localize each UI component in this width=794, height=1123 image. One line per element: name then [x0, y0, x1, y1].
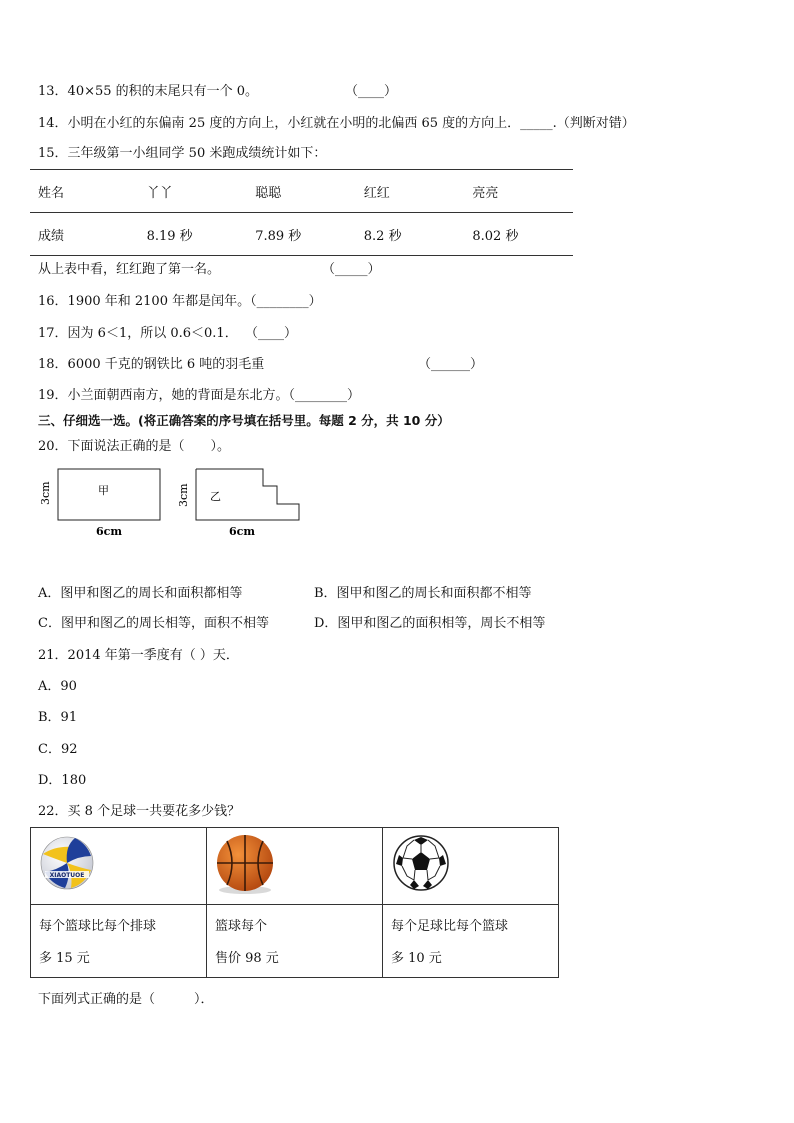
- table-header-cell: 亮亮: [464, 170, 573, 213]
- q20-option-b[interactable]: B．图甲和图乙的周长和面积都不相等: [314, 586, 532, 601]
- ball-price-table: [30, 827, 559, 978]
- cell-line: 每个足球比每个篮球: [391, 919, 509, 934]
- q21-option-b[interactable]: B．91: [38, 710, 78, 725]
- table-cell: 7.89 秒: [247, 213, 356, 256]
- shape-a-height-label: 3cm: [39, 481, 52, 505]
- q15-answer-blank[interactable]: （_____）: [322, 262, 381, 277]
- table-cell: 8.02 秒: [464, 213, 573, 256]
- soccer-ball-icon: [383, 828, 550, 900]
- q20-figures: [30, 462, 320, 542]
- table-cell: [207, 905, 383, 978]
- q19-text: 19．小兰面朝西南方，她的背面是东北方。（________）: [38, 388, 361, 403]
- q20-option-c[interactable]: C．图甲和图乙的周长相等，面积不相等: [38, 616, 269, 631]
- q14-text: 14．小明在小红的东偏南 25 度的方向上，小红就在小明的北偏西 65 度的方向上．_____.（判断对错）: [38, 116, 635, 131]
- shape-b-height-label: 3cm: [177, 483, 190, 507]
- cell-line: 售价 98 元: [215, 951, 279, 966]
- q21-option-c[interactable]: C．92: [38, 742, 78, 757]
- table-cell: [31, 828, 207, 905]
- q21-text: 21．2014 年第一季度有（ ）天．: [38, 648, 239, 663]
- q15-statement: 从上表中看，红红跑了第一名。: [38, 262, 221, 277]
- q13-text: 13．40×55 的积的末尾只有一个 0。: [38, 84, 259, 99]
- table-cell: [31, 905, 207, 978]
- q22-question: 下面列式正确的是（ ）．: [38, 992, 214, 1007]
- table-row: [31, 905, 559, 978]
- cell-line: 多 10 元: [391, 951, 442, 966]
- shape-b-width-label: 6cm: [229, 525, 255, 538]
- q17-text: 17．因为 6＜1，所以 0.6＜0.1．: [38, 326, 238, 341]
- q22-text: 22．买 8 个足球一共要花多少钱？: [38, 804, 241, 819]
- shape-a-width-label: 6cm: [96, 525, 122, 538]
- q13-answer-blank[interactable]: （____）: [345, 84, 398, 99]
- table-cell: 8.2 秒: [356, 213, 465, 256]
- q20-option-d[interactable]: D．图甲和图乙的面积相等，周长不相等: [314, 616, 546, 631]
- cell-line: 多 15 元: [39, 951, 90, 966]
- q16-text: 16．1900 年和 2100 年都是闰年。（________）: [38, 294, 322, 309]
- table-cell: [207, 828, 383, 905]
- q15-text: 15．三年级第一小组同学 50 米跑成绩统计如下：: [38, 146, 327, 161]
- basketball-icon: [207, 828, 374, 900]
- table-header-cell: 丫丫: [139, 170, 248, 213]
- q18-answer-blank[interactable]: （______）: [418, 357, 484, 372]
- table-cell: [383, 905, 559, 978]
- table-cell: 8.19 秒: [139, 213, 248, 256]
- volleyball-icon: [31, 828, 198, 900]
- table-cell: 成绩: [30, 213, 139, 256]
- q20-option-a[interactable]: A．图甲和图乙的周长和面积都相等: [38, 586, 243, 601]
- table-header-cell: 红红: [356, 170, 465, 213]
- q18-text: 18．6000 千克的钢铁比 6 吨的羽毛重: [38, 357, 265, 372]
- q21-option-a[interactable]: A．90: [38, 679, 77, 694]
- table-row: [30, 213, 573, 256]
- cell-line: 篮球每个: [215, 919, 268, 934]
- q17-answer-blank[interactable]: （____）: [245, 326, 298, 341]
- table-header-cell: 姓名: [30, 170, 139, 213]
- shape-a-rectangle: [58, 469, 160, 520]
- volleyball-brand: XIAOTUOE: [49, 872, 85, 879]
- table-row: [31, 828, 559, 905]
- score-table: [30, 169, 573, 256]
- table-header-cell: 聪聪: [247, 170, 356, 213]
- shape-a-label: 甲: [98, 484, 109, 497]
- table-cell: [383, 828, 559, 905]
- q21-option-d[interactable]: D．180: [38, 773, 87, 788]
- table-row: [30, 170, 573, 213]
- q20-text: 20．下面说法正确的是（ ）。: [38, 439, 231, 454]
- section-3-heading: 三、仔细选一选。(将正确答案的序号填在括号里。每题 2 分，共 10 分）: [38, 413, 450, 428]
- shape-b-label: 乙: [210, 490, 221, 503]
- cell-line: 每个篮球比每个排球: [39, 919, 157, 934]
